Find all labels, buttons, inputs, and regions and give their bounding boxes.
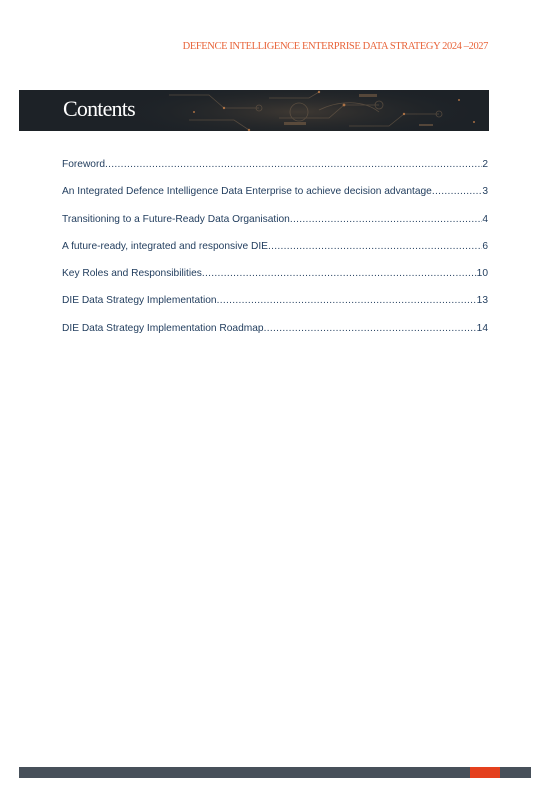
toc-dot-leader [290,214,483,225]
running-header: DEFENCE INTELLIGENCE ENTERPRISE DATA STRATEGY 2024 –2027 [182,41,488,52]
toc-entry-key-roles[interactable] [62,268,488,295]
toc-dot-leader [268,241,482,252]
toc-entry-title: Transitioning to a Future-Ready Data Organisation [62,213,290,225]
toc-dot-leader [217,295,477,306]
toc-entry-future-ready-die[interactable] [62,241,488,268]
table-of-contents [62,159,488,350]
toc-entry-title: DIE Data Strategy Implementation [62,295,217,307]
footer-accent-block [470,767,500,778]
toc-page-number: 4 [482,213,488,225]
footer-bar [19,767,531,778]
toc-entry-integrated-data-enterprise[interactable] [62,186,488,213]
contents-banner [19,90,489,131]
contents-heading: Contents [63,96,135,121]
toc-dot-leader [432,186,483,197]
toc-page-number: 3 [482,186,488,198]
toc-page-number: 6 [482,240,488,252]
toc-page-number: 13 [476,295,488,307]
toc-page-number: 2 [482,159,488,170]
toc-entry-foreword[interactable] [62,159,488,186]
toc-entry-title: Foreword [62,159,106,170]
toc-dot-leader [105,159,482,170]
toc-dot-leader [264,323,477,334]
toc-entry-title: A future-ready, integrated and responsive DIE [62,240,268,252]
toc-dot-leader [202,268,477,279]
toc-entry-implementation-roadmap[interactable] [62,323,488,350]
toc-entry-title: Key Roles and Responsibilities [62,268,202,280]
toc-page-number: 10 [476,268,488,280]
toc-entry-implementation[interactable] [62,295,488,322]
toc-page-number: 14 [476,322,488,334]
toc-entry-title: DIE Data Strategy Implementation Roadmap [62,322,264,334]
toc-entry-transitioning[interactable] [62,214,488,241]
toc-entry-title: An Integrated Defence Intelligence Data Enterprise to achieve decision advantage [62,186,432,198]
